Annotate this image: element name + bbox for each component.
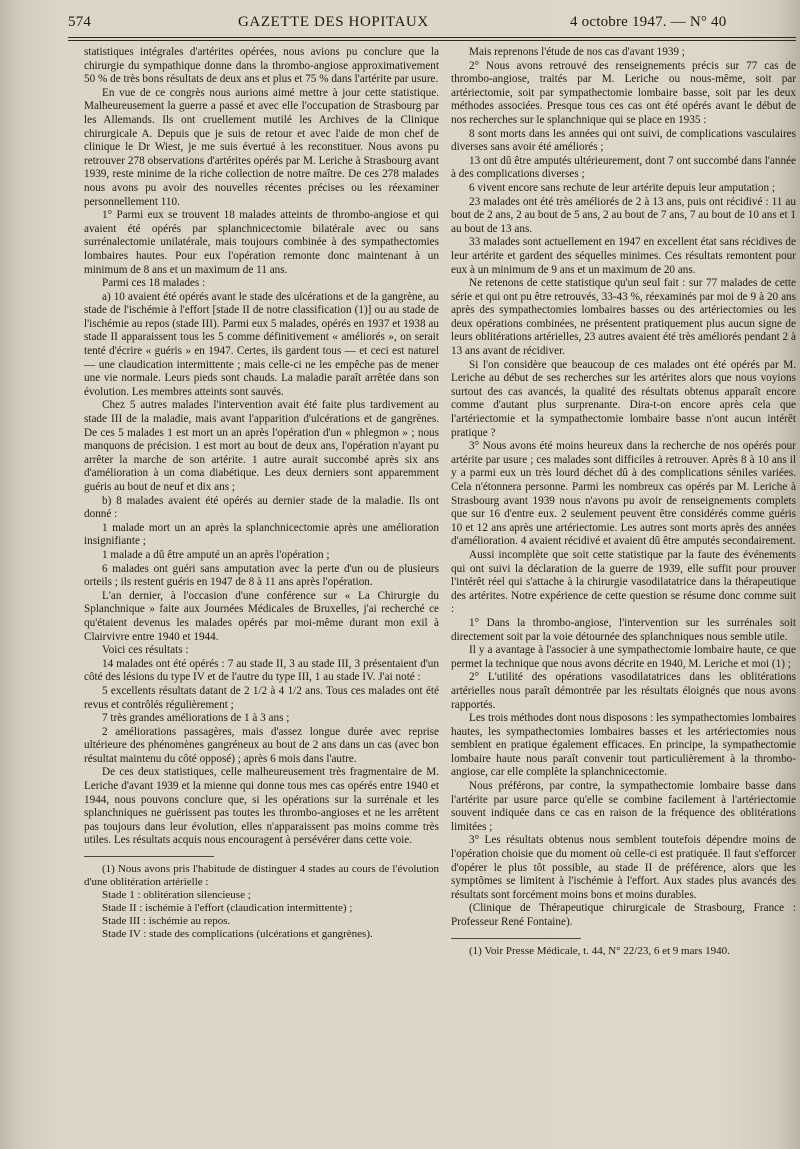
paragraph: Si l'on considère que beaucoup de ces malades ont été opérés par M. Leriche au début de ses recherches sur les artérites alors que nous voyions surtout des cas avancés, la qualité des résultats obtenus apparaît encore comme d'autant plus surprenante. Dira-t-on encore après cela que l'artériectomie et la sympathectomie lombaire basse n'ont aucun intérêt pratique ? (451, 358, 796, 439)
paragraph: 3° Nous avons été moins heureux dans la recherche de nos opérés pour artérite par usure ; ces malades sont difficiles à retrouver. Après 8 à 10 ans il y a parmi eux un très lourd déchet dû à des complications séniles variées. Cela n'étonnera personne. Parmi les nombreux cas opérés par M. Leriche à Strasbourg avant 1939 nous n'avons pu avoir de renseignements complets que sur 16 d'entre eux. 2 seulement peuvent être considérés comme guéris 10 et 12 ans après une artériectomie. Les autres sont morts après des années d'amélioration. 4 avaient récidivé et avaient dû être amputés secondairement. (451, 440, 796, 548)
header-rule (68, 37, 796, 38)
paragraph: En vue de ce congrès nous aurions aimé mettre à jour cette statistique. Malheureusement la guerre a passé et avec elle l'occupation de Strasbourg par les Allemands. Ils ont cruellement mutilé les Archives de la Clinique chirurgicale A. Depuis que je suis de retour et avec l'aide de mon chef de clinique le Dr Wiest, je me suis évertué à les reconstituer. Nous avons pu retrouver 278 observations d'artérites opérés par M. Leriche à Strasbourg avant 1939, reste minime de la riche collection de notre maître. De ces 278 malades nous avons pu avoir des nouvelles récentes précises ou les réexaminer personnellement 110. (84, 86, 439, 208)
paragraph: Aussi incomplète que soit cette statistique par la faute des événements qui ont suivi la déclaration de la guerre de 1939, elle suffit pour prouver l'intérêt réel qui s'attache à la chirurgie vasodilatatrice dans la thérapeutique des artérites. Notre expérience de cette question se résume donc comme suit : (451, 548, 796, 616)
paragraph: Voici ces résultats : (102, 644, 189, 657)
paragraph: Chez 5 autres malades l'intervention avait été faite plus tardivement au stade III de la maladie, mais avant l'apparition d'ulcérations et de gangrènes. De ces 5 malades 1 est mort un an après l'opération d'un « phlegmon » ; nous manquons de précision. 1 est mort au bout de deux ans, l'opération n'ayant pu arrêter la marche de son artérite. 1 autre aurait succombé après six ans d'amélioration à un coma diabétique. Les deux derniers sont apparemment guéris au bout de neuf et dix ans ; (84, 399, 439, 493)
paragraph: 1 malade a dû être amputé un an après l'opération ; (102, 548, 330, 561)
paragraph: a) 10 avaient été opérés avant le stade des ulcérations et de la gangrène, au stade de l'ischémie à l'effort [stade II de notre classification (1)] ou au stade de l'ischémie au repos (stade III). Parmi eux 5 malades, opérés en 1937 et 1938 au stade II apparaissent tous les 5 comme définitivement « améliorés », on serait tenté d'écrire « guéris » en 1947. Certes, ils gardent tous — et ceci est naturel — une claudication intermittente ; mais celle-ci ne les empêche pas de mener une vie normale. Leurs pieds sont chauds. La maladie paraît arrêtée dans son évolution. Les membres atteints sont sauvés. (84, 290, 439, 398)
paragraph: 2° L'utilité des opérations vasodilatatrices dans les oblitérations artérielles nous paraît démontrée par les résultats éloignés que nous avons rapportés. (451, 671, 796, 711)
paragraph: De ces deux statistiques, celle malheureusement très fragmentaire de M. Leriche d'avant 1939 et la mienne qui donne tous mes cas opérés entre 1940 et 1944, nous pouvons conclure que, si les opérations sur la surrénale et les splanchniques ne guérissent pas toutes les thrombo-angioses et ne les arrêtent pas toujours dans leur évolution, elles n'apparaissent pas moins comme très utiles. Les résultats acquis nous encouragent à persévérer dans cette voie. (84, 766, 439, 847)
header-rule-thin (68, 40, 796, 41)
paragraph: Ne retenons de cette statistique qu'un seul fait : sur 77 malades de cette série et qui ont pu être retrouvés, 33-43 %, réexaminés par moi de 9 à 20 ans après des sympathectomies lombaires basses ou des artériectomies ou les deux opérations combinées, ne présentent pratiquement plus aucun signe de leurs oblitérations artérielles, 23 autres avaient été très améliorés pendant 2 à 13 ans avant de récidiver. (451, 277, 796, 358)
paragraph: Parmi ces 18 malades : (102, 277, 206, 290)
paragraph: 2 améliorations passagères, mais d'assez longue durée avec reprise ultérieure des phénomènes gangréneux au bout de 2 ans dans un cas (avec bon résultat maintenu du côté opposé) ; après 6 mois dans l'autre. (84, 725, 439, 765)
paragraph: 1° Dans la thrombo-angiose, l'intervention sur les surrénales soit directement soit par la voie détournée des splanchniques nous semble utile. (451, 616, 796, 643)
affiliation: (Clinique de Thérapeutique chirurgicale de Strasbourg, France : Professeur René Fontaine). (451, 902, 796, 928)
journal-title: GAZETTE DES HOPITAUX (238, 14, 429, 30)
paragraph: b) 8 malades avaient été opérés au dernier stade de la maladie. Ils ont donné : (84, 494, 439, 521)
paragraph: 1 malade mort un an après la splanchnicectomie après une amélioration insignifiante ; (84, 521, 439, 548)
right-column (451, 46, 796, 958)
paragraph: Mais reprenons l'étude de nos cas d'avant 1939 ; (469, 46, 685, 58)
page-number: 574 (68, 14, 92, 30)
left-column (84, 46, 439, 941)
footnote-stage: Stade III : ischémie au repos. (102, 915, 231, 928)
footnote-separator (451, 938, 581, 939)
paragraph: 23 malades ont été très améliorés de 2 à 13 ans, puis ont récidivé : 11 au bout de 2 ans, 2 au bout de 5 ans, 2 au bout de 7 ans, 7 au bout de 10 ans et 1 au bout de 13 ans. (451, 195, 796, 235)
paragraph: Nous préférons, par contre, la sympathectomie lombaire basse dans l'artérite par usure parce qu'elle se combine facilement à l'artériectomie souvent indiquée dans ce cas en raison de la fréquence des oblitérations limitées ; (451, 780, 796, 833)
paragraph: statistiques intégrales d'artérites opérées, nous avions pu conclure que la chirurgie du sympathique donne dans la thrombo-angiose approximativement 50 % de très bons résultats de deux ans et plus et 75 % dans l'artérite par usure. (84, 46, 439, 86)
paragraph: 5 excellents résultats datant de 2 1/2 à 4 1/2 ans. Tous ces malades ont été revus et contrôlés régulièrement ; (84, 684, 439, 711)
footnote-stage: Stade IV : stade des complications (ulcérations et gangrènes). (102, 928, 373, 941)
footnote-text: (1) Voir Presse Médicale, t. 44, N° 22/23, 6 et 9 mars 1940. (469, 944, 730, 957)
footnote-separator (84, 856, 214, 857)
footnote (84, 863, 439, 941)
paragraph: Il y a avantage à l'associer à une sympathectomie lombaire haute, ce que permet la technique que nous avons décrite en 1940, M. Leriche et moi (1) ; (451, 644, 796, 670)
paragraph: 6 malades ont guéri sans amputation avec la perte d'un ou de plusieurs orteils ; ils restent guéris en 1947 de 8 à 11 ans après l'opération. (84, 562, 439, 589)
page-header (68, 14, 796, 36)
paragraph: 8 sont morts dans les années qui ont suivi, de complications vasculaires diverses sans avoir été améliorés ; (451, 127, 796, 154)
issue-date: 4 octobre 1947. — N° 40 (570, 14, 727, 30)
paragraph: 3° Les résultats obtenus nous semblent toutefois dépendre moins de l'opération choisie que du moment où celle-ci est pratiquée. Il faut s'efforcer d'opérer le plus tôt possible, au stade II de préférence, alors que les symptômes se limitent à l'ischémie à l'effort. Aux stades plus avancés des résultats sont forcément moins bons et moins durables. (451, 834, 796, 901)
paragraph: 33 malades sont actuellement en 1947 en excellent état sans récidives de leur artérite et gardent des séquelles minimes. Ces résultats remontent pour eux à un minimum de 9 ans et un maximum de 20 ans. (451, 236, 796, 276)
paragraph: 1° Parmi eux se trouvent 18 malades atteints de thrombo-angiose et qui avaient été opérés par splanchnicectomie bilatérale avec ou sans surrénalectomie unilatérale, mais toujours combinée à des sympathectomies lombaires hautes. Pour eux l'opération remonte donc maintenant à un minimum de 8 ans et un maximum de 11 ans. (84, 209, 439, 276)
paragraph: L'an dernier, à l'occasion d'une conférence sur « La Chirurgie du Splanchnique » faite aux Journées Médicales de Bruxelles, j'ai recherché ce qu'étaient devenus les malades opérés par moi-même durant mon exil à Clairvivre entre 1940 et 1944. (84, 589, 439, 643)
paragraph: 7 très grandes améliorations de 1 à 3 ans ; (102, 712, 290, 725)
paragraph: 14 malades ont été opérés : 7 au stade II, 3 au stade III, 3 présentaient d'un côté des lésions du type IV et de l'autre du type III, 1 au stade IV. J'ai noté : (84, 657, 439, 684)
footnote-stage: Stade II : ischémie à l'effort (claudication intermittente) ; (102, 902, 353, 915)
footnote-stage: Stade 1 : oblitération silencieuse ; (102, 889, 251, 902)
footnote-text: (1) Nous avons pris l'habitude de distinguer 4 stades au cours de l'évolution d'une oblitération artérielle : (84, 863, 439, 889)
paragraph: 6 vivent encore sans rechute de leur artérite depuis leur amputation ; (469, 181, 775, 194)
paragraph: Les trois méthodes dont nous disposons : les sympathectomies lombaires hautes, les sympathectomies lombaires basses et les artériectomies nous semblent en pratique également efficaces. En principe, la sympathectomie lombaire haute nous paraît convenir tout particulièrement à la thrombo-angiose, car elle complète la splanchnicectomie. (451, 712, 796, 779)
paragraph: 2° Nous avons retrouvé des renseignements précis sur 77 cas de thrombo-angiose, traités par M. Leriche ou nous-même, soit par artériectomie, soit par sympathectomie lombaire basse, soit par les deux méthodes associées. Presque tous ces cas ont été opérés avant le début de nos recherches sur le splanchnique qui se place en 1935 : (451, 59, 796, 126)
footnote (451, 945, 796, 958)
paragraph: 13 ont dû être amputés ultérieurement, dont 7 ont succombé dans l'année à des complications diverses ; (451, 154, 796, 181)
